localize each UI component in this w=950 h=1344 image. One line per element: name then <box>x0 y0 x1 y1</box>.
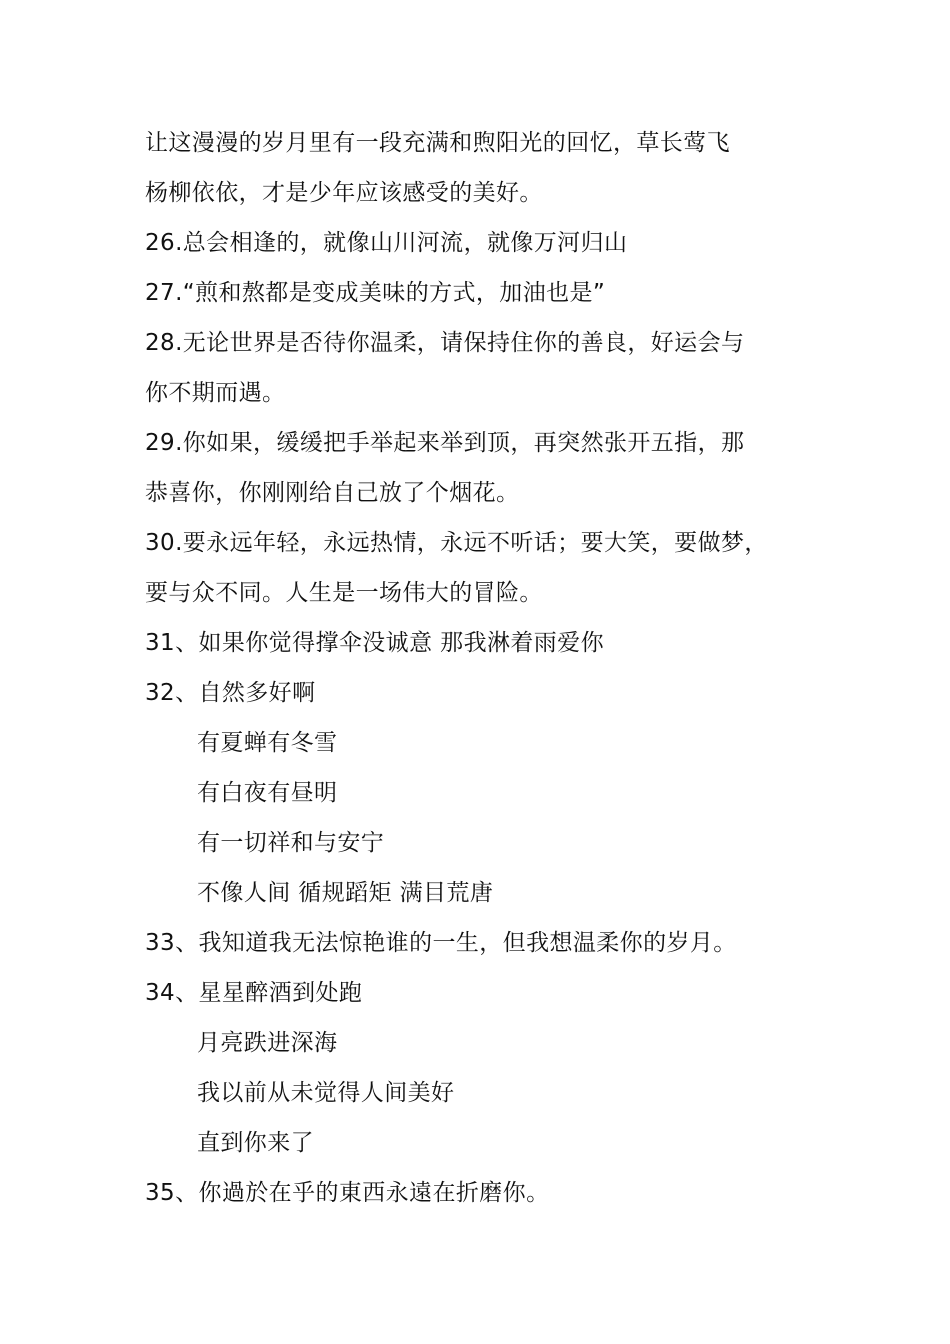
text-line: 35、你過於在乎的東西永遠在折磨你。 <box>145 1180 550 1206</box>
indented-text-line: 直到你来了 <box>197 1130 314 1156</box>
text-line: 28.无论世界是否待你温柔，请保持住你的善良，好运会与 <box>145 330 745 356</box>
text-line: 31、如果你觉得撑伞没诚意 那我淋着雨爱你 <box>145 630 604 656</box>
indented-text-line: 有夏蝉有冬雪 <box>197 730 338 756</box>
text-line: 杨柳依依，才是少年应该感受的美好。 <box>145 180 543 206</box>
text-line: 34、星星醉酒到处跑 <box>145 980 363 1006</box>
indented-text-line: 有一切祥和与安宁 <box>197 830 385 856</box>
text-line: 要与众不同。人生是一场伟大的冒险。 <box>145 580 543 606</box>
indented-text-line: 我以前从未觉得人间美好 <box>197 1080 455 1106</box>
text-line: 33、我知道我无法惊艳谁的一生，但我想温柔你的岁月。 <box>145 930 737 956</box>
text-line: 恭喜你，你刚刚给自己放了个烟花。 <box>145 480 520 506</box>
text-line: 30.要永远年轻，永远热情，永远不听话；要大笑，要做梦， <box>145 530 768 556</box>
text-line: 让这漫漫的岁月里有一段充满和煦阳光的回忆，草长莺飞 <box>145 130 730 156</box>
text-line: 27.“煎和熬都是变成美味的方式，加油也是” <box>145 280 606 306</box>
text-line: 32、自然多好啊 <box>145 680 316 706</box>
text-line: 你不期而遇。 <box>145 380 286 406</box>
indented-text-line: 月亮跌进深海 <box>197 1030 338 1056</box>
text-line: 26.总会相逢的，就像山川河流，就像万河归山 <box>145 230 628 256</box>
text-body <box>145 118 825 1218</box>
indented-text-line: 不像人间 循规蹈矩 满目荒唐 <box>197 880 494 906</box>
indented-text-line: 有白夜有昼明 <box>197 780 338 806</box>
text-line: 29.你如果，缓缓把手举起来举到顶，再突然张开五指，那 <box>145 430 745 456</box>
